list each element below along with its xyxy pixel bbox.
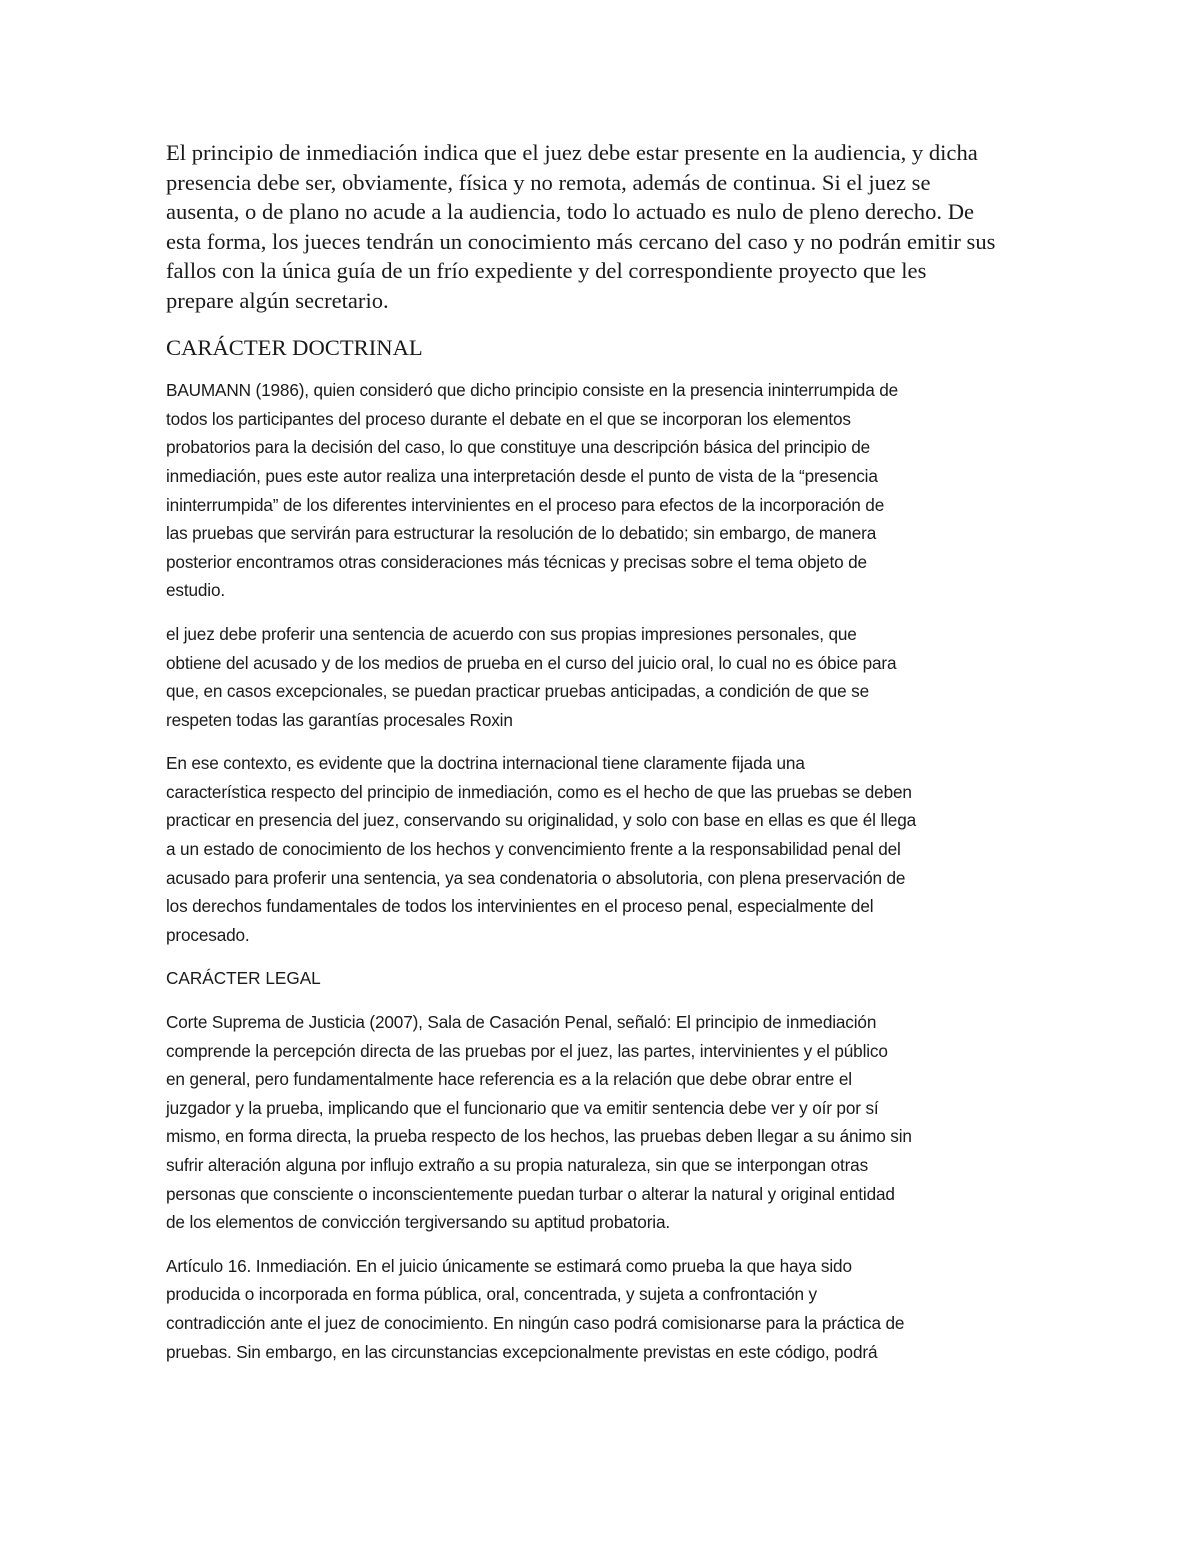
corte-line: comprende la percepción directa de las pruebas por el juez, las partes, intervinientes y el público bbox=[166, 1040, 888, 1061]
corte-line: sufrir alteración alguna por influjo extraño a su propia naturaleza, sin que se interpongan otras bbox=[166, 1155, 869, 1175]
context-line: los derechos fundamentales de todos los intervinientes en el proceso penal, especialmente del bbox=[166, 896, 874, 917]
corte-line: personas que consciente o inconscientemente puedan turbar o alterar la natural y original entidad bbox=[166, 1183, 895, 1204]
baumann-line: posterior encontramos otras consideraciones más técnicas y precisas sobre el tema objeto de bbox=[166, 551, 867, 572]
intro-line: esta forma, los jueces tendrán un conocimiento más cercano del caso y no podrán emitir sus bbox=[166, 228, 996, 254]
roxin-line: respeten todas las garantías procesales Roxin bbox=[166, 709, 513, 730]
corte-line: juzgador y la prueba, implicando que el funcionario que va emitir sentencia debe ver y oír por sí bbox=[166, 1097, 879, 1118]
baumann-line: inmediación, pues este autor realiza una interpretación desde el punto de vista de la “presencia bbox=[166, 465, 878, 486]
intro-line: fallos con la única guía de un frío expediente y del correspondiente proyecto que les bbox=[166, 258, 927, 284]
context-line: a un estado de conocimiento de los hechos y convencimiento frente a la responsabilidad penal del bbox=[166, 839, 901, 860]
corte-line: Corte Suprema de Justicia (2007), Sala de Casación Penal, señaló: El principio de inmediación bbox=[166, 1012, 877, 1033]
articulo-line: Artículo 16. Inmediación. En el juicio únicamente se estimará como prueba la que haya sido bbox=[166, 1255, 852, 1276]
corte-paragraph bbox=[166, 1008, 1036, 1237]
intro-line: ausenta, o de plano no acude a la audiencia, todo lo actuado es nulo de pleno derecho. De bbox=[166, 199, 975, 225]
context-line: practicar en presencia del juez, conservando su originalidad, y solo con base en ellas es que él llega bbox=[166, 810, 917, 831]
baumann-line: las pruebas que servirán para estructurar la resolución de lo debatido; sin embargo, de manera bbox=[166, 523, 877, 544]
articulo-line: contradicción ante el juez de conocimiento. En ningún caso podrá comisionarse para la práctica de bbox=[166, 1312, 905, 1333]
baumann-paragraph bbox=[166, 376, 1036, 605]
articulo-paragraph bbox=[166, 1252, 1036, 1366]
heading-caracter-doctrinal: CARÁCTER DOCTRINAL bbox=[166, 334, 423, 360]
corte-line: mismo, en forma directa, la prueba respecto de los hechos, las pruebas deben llegar a su ánimo sin bbox=[166, 1126, 912, 1147]
baumann-line: ininterrumpida” de los diferentes intervinientes en el proceso para efectos de la incorporación de bbox=[166, 494, 885, 515]
intro-line: El principio de inmediación indica que el juez debe estar presente en la audiencia, y dicha bbox=[166, 140, 978, 165]
intro-line: presencia debe ser, obviamente, física y no remota, además de continua. Si el juez se bbox=[166, 169, 931, 195]
context-paragraph bbox=[166, 749, 1036, 949]
context-line: En ese contexto, es evidente que la doctrina internacional tiene claramente fijada una bbox=[166, 753, 805, 774]
articulo-line: producida o incorporada en forma pública, oral, concentrada, y sujeta a confrontación y bbox=[166, 1284, 817, 1305]
heading-caracter-legal: CARÁCTER LEGAL bbox=[166, 968, 321, 989]
intro-paragraph bbox=[166, 138, 1036, 316]
corte-line: en general, pero fundamentalmente hace referencia es a la relación que debe obrar entre el bbox=[166, 1069, 852, 1090]
baumann-line: BAUMANN (1986), quien consideró que dicho principio consiste en la presencia ininterrumpida de bbox=[166, 380, 899, 401]
baumann-line: todos los participantes del proceso durante el debate en el que se incorporan los elementos bbox=[166, 408, 851, 429]
baumann-line: probatorios para la decisión del caso, lo que constituye una descripción básica del principio de bbox=[166, 437, 871, 458]
document-body bbox=[166, 138, 1036, 1381]
baumann-line: estudio. bbox=[166, 580, 225, 601]
context-line: procesado. bbox=[166, 924, 250, 945]
articulo-line: pruebas. Sin embargo, en las circunstancias excepcionalmente previstas en este código, podrá bbox=[166, 1341, 878, 1362]
corte-line: de los elementos de convicción tergiversando su aptitud probatoria. bbox=[166, 1212, 670, 1233]
roxin-paragraph bbox=[166, 620, 1036, 734]
context-line: característica respecto del principio de inmediación, como es el hecho de que las pruebas se deben bbox=[166, 781, 912, 802]
intro-line: prepare algún secretario. bbox=[166, 287, 389, 313]
roxin-line: obtiene del acusado y de los medios de prueba en el curso del juicio oral, lo cual no es óbice para bbox=[166, 652, 897, 673]
roxin-line: que, en casos excepcionales, se puedan practicar pruebas anticipadas, a condición de que se bbox=[166, 681, 869, 702]
roxin-line: el juez debe proferir una sentencia de acuerdo con sus propias impresiones personales, que bbox=[166, 623, 857, 644]
context-line: acusado para proferir una sentencia, ya sea condenatoria o absolutoria, con plena preservación de bbox=[166, 867, 906, 888]
